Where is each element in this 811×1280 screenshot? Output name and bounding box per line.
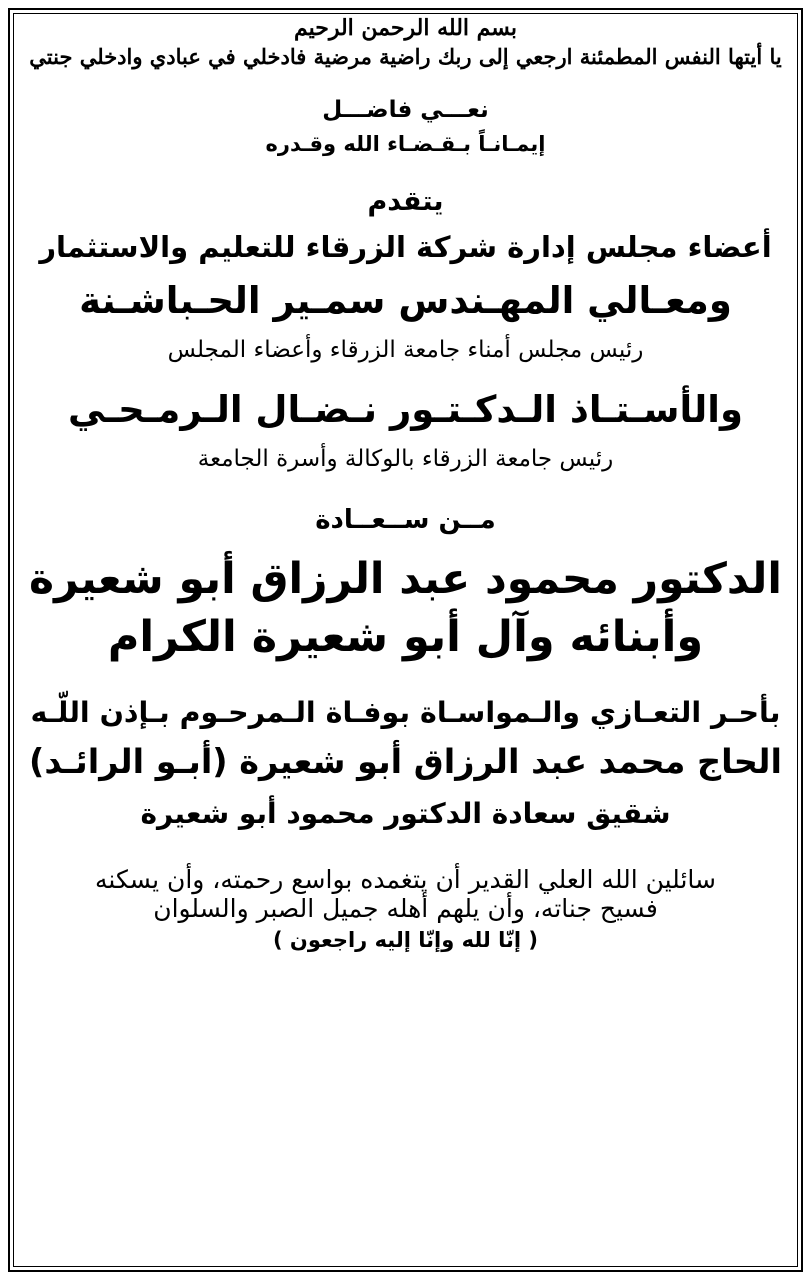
condolence-line: بأحـر التعـازي والـمواسـاة بوفـاة الـمرحـوم بـإذن اللّـه — [30, 695, 781, 729]
recipient-family: وأبنائه وآل أبو شعيرة الكرام — [107, 612, 704, 663]
faith-line: إيمـانـاً بـقـضـاء الله وقـدره — [265, 131, 546, 156]
board-members-line: أعضاء مجلس إدارة شركة الزرقاء للتعليم والاستثمار — [39, 230, 772, 265]
prayer-line-2: فسيح جناته، وأن يلهم أهله جميل الصبر والسلوان — [153, 893, 658, 923]
prayer-paragraph — [20, 866, 791, 924]
deceased-name: الحاج محمد عبد الرزاق أبو شعيرة (أبـو الرائـد) — [29, 742, 782, 782]
presenter-title-1: رئيس مجلس أمناء جامعة الزرقاء وأعضاء المجلس — [167, 336, 644, 363]
presenters-intro: يتقدم — [367, 186, 444, 218]
obituary-notice — [20, 14, 791, 952]
presenter-title-2: رئيس جامعة الزرقاء بالوكالة وأسرة الجامعة — [197, 445, 614, 472]
presenter-name-2: والأسـتـاذ الـدكـتـور نـضـال الـرمـحـي — [68, 388, 743, 432]
prayer-line-1: سائلين الله العلي القدير أن يتغمده بواسع رحمته، وأن يسكنه — [95, 865, 716, 895]
deceased-relation: شقيق سعادة الدكتور محمود أبو شعيرة — [140, 796, 671, 830]
presenter-name-1: ومعـالي المهـندس سمـير الحـباشـنة — [79, 279, 732, 323]
quran-verse-calligraphy: يا أيتها النفس المطمئنة ارجعي إلى ربك راضية مرضية فادخلي في عبادي وادخلي جنتي — [29, 44, 782, 70]
recipient-intro: مــن ســعــادة — [315, 505, 496, 536]
basmala-calligraphy: بسم الله الرحمن الرحيم — [293, 15, 518, 41]
notice-title: نعـــي فاضـــل — [322, 97, 489, 124]
closing-verse: ( إنّا لله وإنّا إليه راجعون ) — [272, 927, 538, 952]
recipient-name: الدكتور محمود عبد الرزاق أبو شعيرة — [29, 555, 782, 605]
